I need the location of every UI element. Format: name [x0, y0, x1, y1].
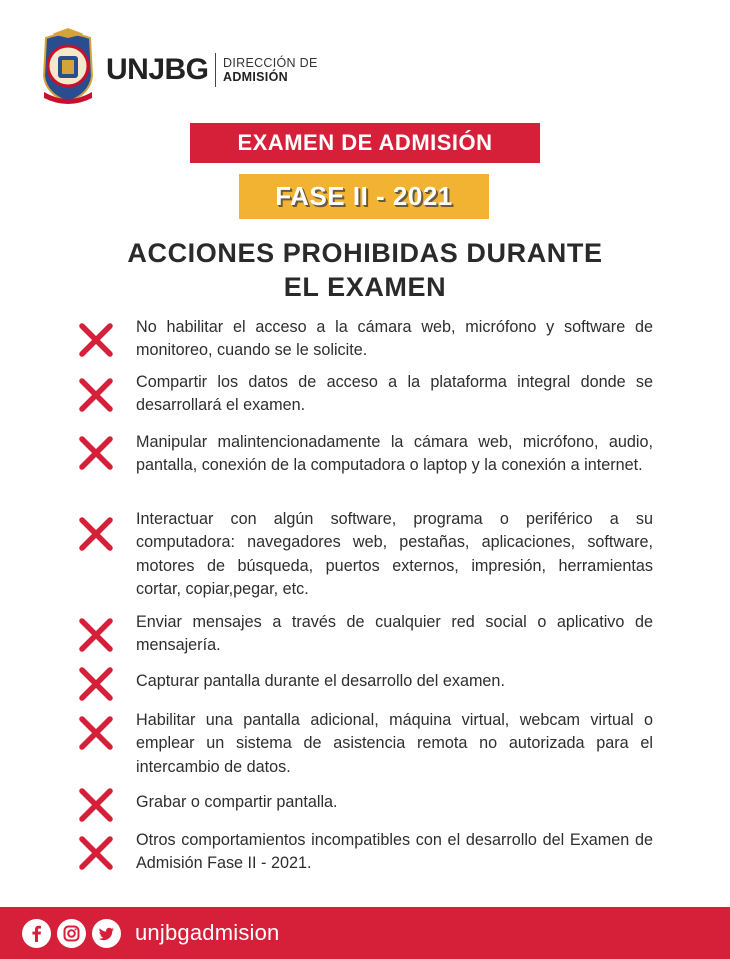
- social-handle[interactable]: unjbgadmision: [135, 920, 280, 945]
- cross-icon: [78, 835, 114, 871]
- page-title-line1: ACCIONES PROHIBIDAS DURANTE: [127, 238, 603, 268]
- page-title-line2: EL EXAMEN: [283, 272, 447, 302]
- list-item-text: Grabar o compartir pantalla.: [136, 793, 338, 811]
- brand-divider: [215, 53, 217, 87]
- brand-subtitle-line1: DIRECCIÓN DE: [223, 56, 318, 70]
- cross-icon: [78, 435, 114, 471]
- twitter-icon[interactable]: [92, 919, 121, 948]
- cross-icon: [78, 617, 114, 653]
- facebook-icon[interactable]: [22, 919, 51, 948]
- list-item-text: Enviar mensajes a través de cualquier red social o aplicativo de mensajería.: [136, 613, 653, 655]
- list-item-text: Habilitar una pantalla adicional, máquina virtual, webcam virtual o emplear un sistema de asistencia remota no autorizada para el intercambio de datos.: [136, 711, 653, 776]
- brand-name: UNJBG: [106, 53, 209, 86]
- brand-subtitle: [223, 56, 318, 84]
- header: [38, 28, 318, 108]
- list-item-text: Capturar pantalla durante el desarrollo del examen.: [136, 672, 505, 690]
- cross-icon: [78, 377, 114, 413]
- list-item-text: Otros comportamientos incompatibles con el desarrollo del Examen de Admisión Fase II - 2021.: [136, 831, 653, 873]
- cross-icon: [78, 322, 114, 358]
- list-item-text: Interactuar con algún software, programa o periférico a su computadora: navegadores web, pestañas, aplicaciones, software, motores de búsqueda, puertos externos, impresión, herramientas cortar, copiar,pegar, etc.: [136, 510, 653, 598]
- exam-banner: EXAMEN DE ADMISIÓN: [190, 123, 540, 163]
- cross-icon: [78, 715, 114, 751]
- brand-subtitle-line2: ADMISIÓN: [223, 70, 288, 84]
- list-item-text: Compartir los datos de acceso a la plataforma integral donde se desarrollará el examen.: [136, 373, 653, 415]
- instagram-icon[interactable]: [57, 919, 86, 948]
- list-item-text: No habilitar el acceso a la cámara web, micrófono y software de monitoreo, cuando se le solicite.: [136, 318, 653, 360]
- phase-banner: FASE II - 2021: [239, 174, 489, 219]
- brand: [106, 53, 318, 87]
- cross-icon: [78, 787, 114, 823]
- footer: [0, 907, 730, 959]
- list-item-text: Manipular malintencionadamente la cámara web, micrófono, audio, pantalla, conexión de la computadora o laptop y la conexión a internet.: [136, 433, 653, 475]
- university-seal-logo: [38, 28, 98, 108]
- cross-icon: [78, 516, 114, 552]
- cross-icon: [78, 666, 114, 702]
